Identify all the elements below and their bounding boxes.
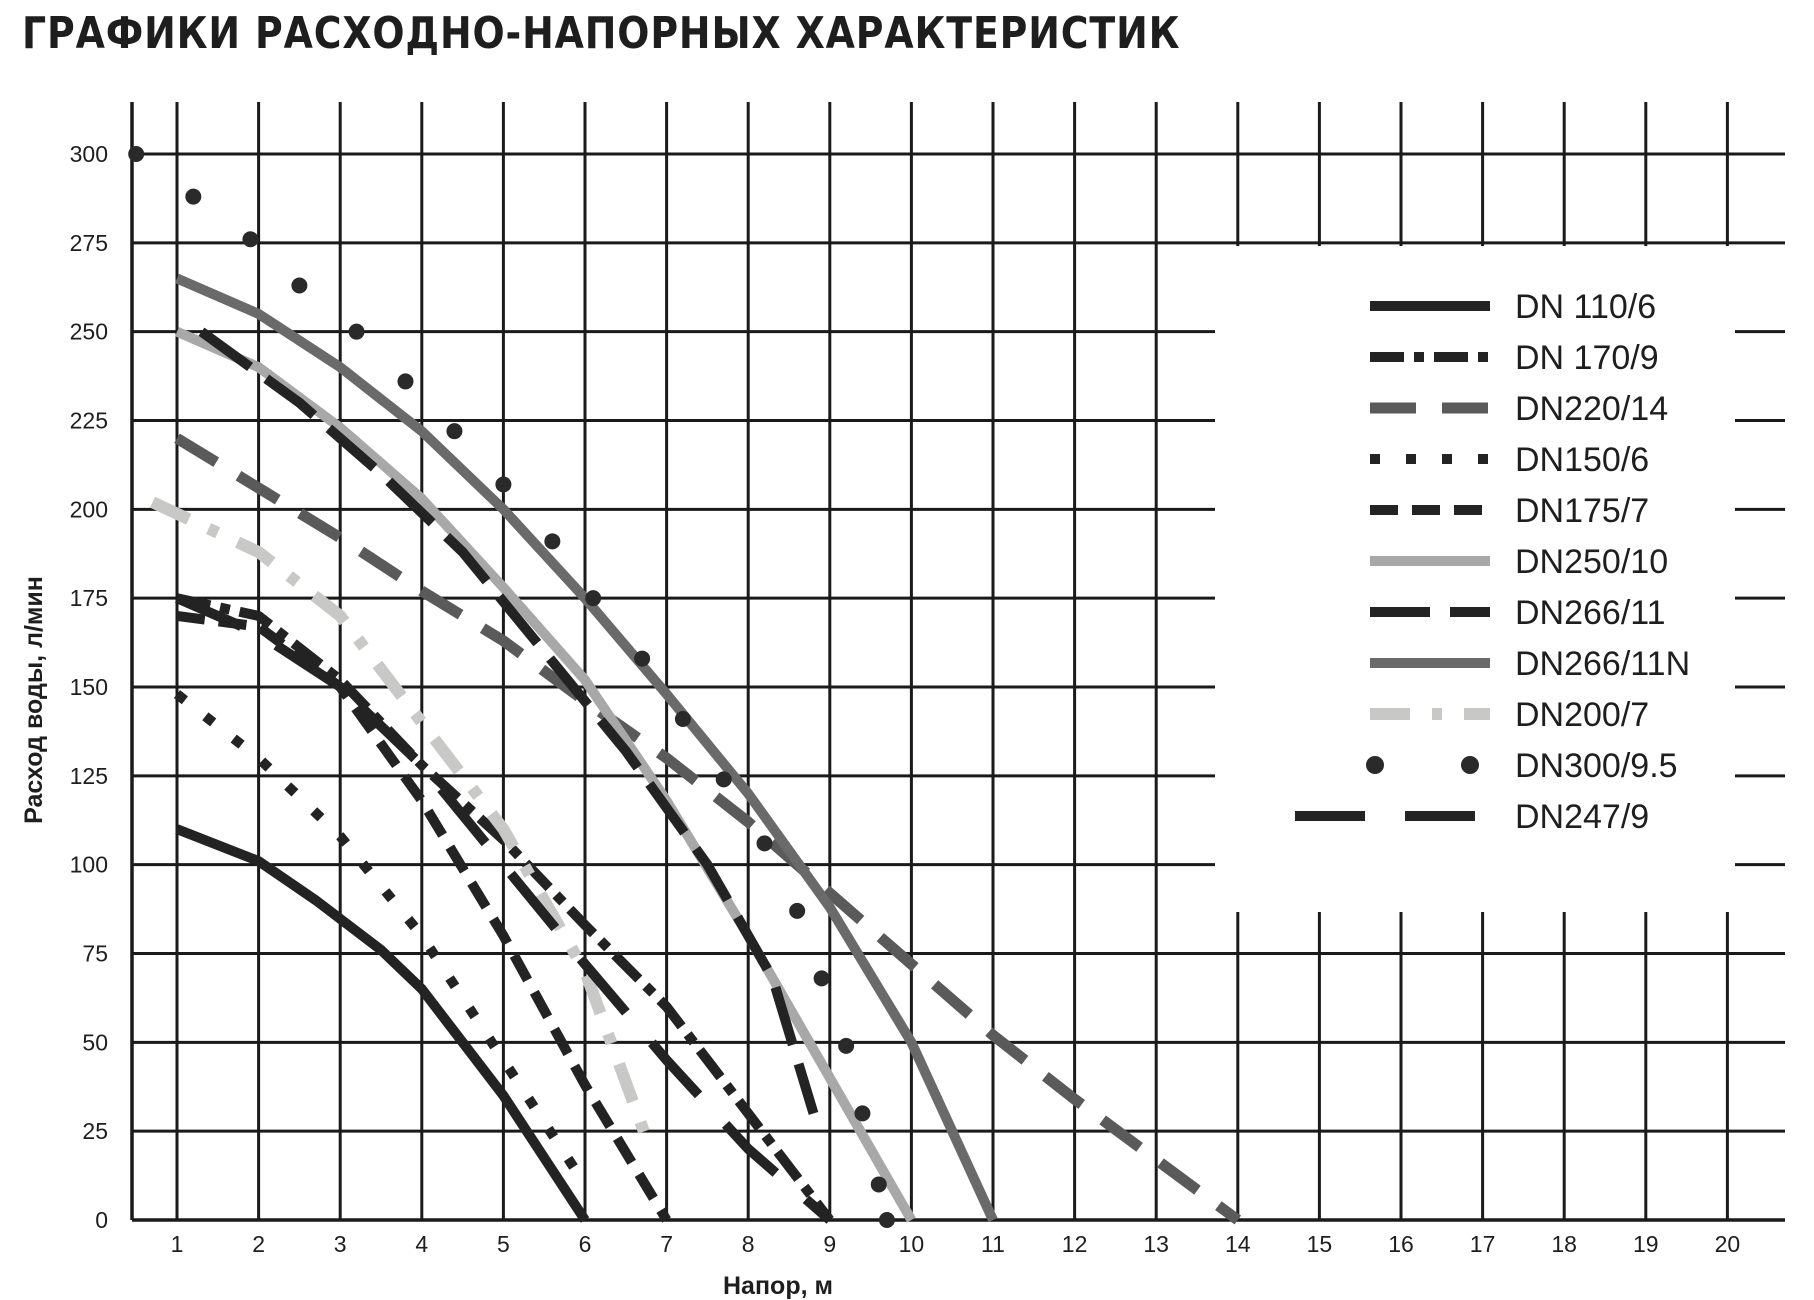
x-tick-label: 17 [1469,1231,1496,1257]
x-tick-label: 11 [981,1231,1005,1257]
y-tick-label: 0 [95,1207,108,1233]
data-point [349,324,365,340]
series-dn266-11 [202,332,814,1114]
legend-label: DN300/9.5 [1515,747,1678,785]
legend-label: DN250/10 [1515,543,1669,581]
x-tick-label: 9 [823,1231,837,1257]
data-point [242,231,258,247]
y-tick-label: 225 [69,407,108,434]
y-tick-label: 300 [69,141,108,167]
y-tick-label: 150 [69,674,108,700]
legend-label: DN247/9 [1515,798,1650,836]
legend-label: DN 170/9 [1515,339,1659,377]
x-tick-label: 19 [1633,1231,1659,1257]
x-tick-label: 3 [333,1231,347,1257]
legend-label: DN 110/6 [1515,288,1657,326]
chart-legend [1215,246,1735,912]
y-tick-label: 200 [69,496,108,523]
y-tick-label: 50 [82,1029,108,1056]
series-line [177,694,585,1184]
x-tick-label: 18 [1551,1231,1577,1257]
x-tick-label: 13 [1143,1231,1169,1257]
data-point [838,1038,854,1054]
data-point [879,1212,895,1228]
series-dn150-6 [177,694,585,1184]
legend-label: DN220/14 [1515,390,1669,428]
x-tick-label: 4 [415,1231,429,1257]
x-tick-label: 10 [898,1231,925,1257]
data-point [675,711,691,727]
legend-marker [1366,756,1384,774]
data-point [789,903,805,919]
data-point [185,189,201,205]
data-point [291,277,307,293]
x-tick-label: 14 [1225,1231,1251,1257]
chart-title: ГРАФИКИ РАСХОДНО-НАПОРНЫХ ХАРАКТЕРИСТИК [22,8,1181,59]
series-dn220-14 [177,438,1238,1220]
y-tick-label: 75 [82,940,108,967]
x-tick-label: 2 [252,1231,265,1257]
legend-label: DN150/6 [1515,441,1650,479]
y-tick-label: 25 [82,1118,108,1145]
x-tick-label: 20 [1714,1231,1741,1257]
series-line [177,438,1238,1220]
legend-marker [1461,756,1479,774]
x-tick-label: 7 [660,1231,673,1257]
data-point [716,771,732,787]
legend-label: DN266/11 [1515,594,1666,632]
data-point [446,423,462,439]
data-point [585,590,601,606]
data-point [814,970,830,986]
data-point [634,651,650,667]
data-point [854,1105,870,1121]
y-tick-label: 125 [69,762,108,789]
y-tick-label: 275 [69,229,108,256]
data-point [757,835,773,851]
y-axis-label: Расход воды, л/мин [20,576,48,824]
legend-label: DN200/7 [1515,696,1650,734]
legend-label: DN175/7 [1515,492,1650,530]
x-tick-label: 12 [1061,1231,1088,1257]
data-point [495,476,511,492]
x-tick-label: 16 [1388,1231,1414,1257]
y-tick-label: 100 [69,851,108,878]
y-tick-label: 175 [69,585,108,612]
x-axis-label: Напор, м [723,1272,833,1300]
x-tick-label: 1 [170,1231,184,1257]
y-tick-label: 250 [69,318,108,345]
series-line [202,332,814,1114]
data-point [128,146,144,162]
x-tick-label: 15 [1306,1231,1333,1257]
data-point [871,1176,887,1192]
data-point [544,533,560,549]
x-tick-label: 6 [578,1231,592,1257]
data-point [397,373,413,389]
legend-label: DN266/11N [1515,645,1691,683]
x-tick-label: 8 [741,1231,755,1257]
x-tick-label: 5 [497,1231,510,1257]
